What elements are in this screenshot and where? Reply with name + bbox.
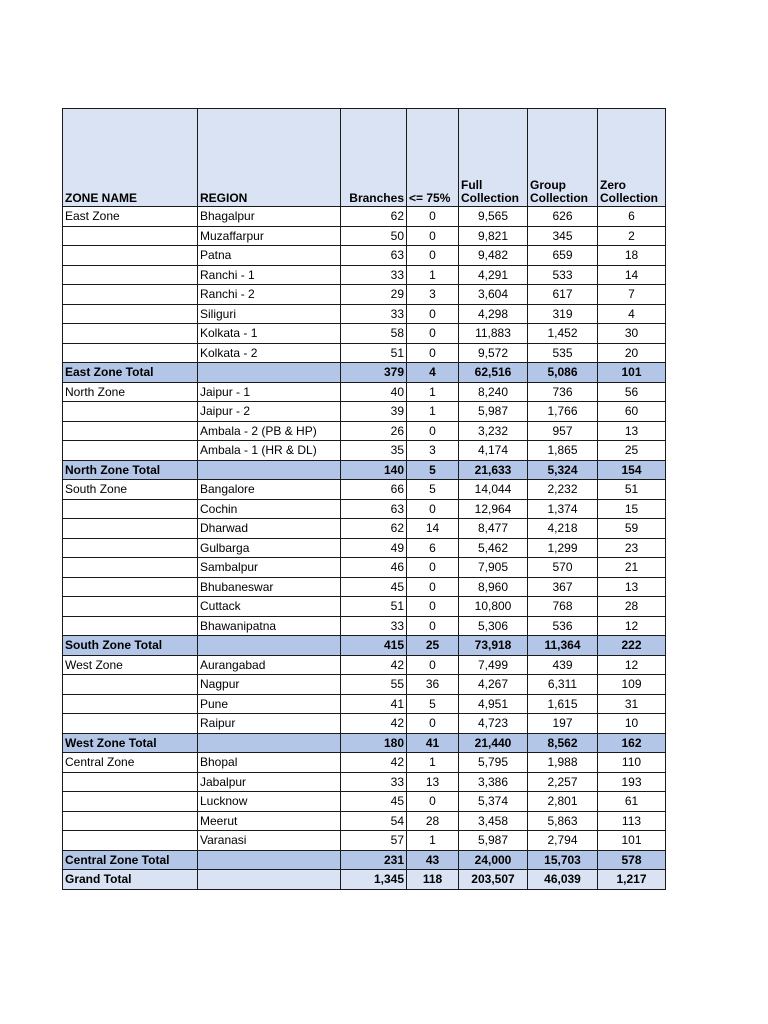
full-collection-cell: 73,918 <box>459 636 528 656</box>
zone-total-row <box>63 460 666 480</box>
zone-name-cell <box>63 421 198 441</box>
zero-collection-cell: 4 <box>598 304 666 324</box>
zero-collection-cell: 12 <box>598 655 666 675</box>
region-cell: Meerut <box>198 811 341 831</box>
branches-cell: 180 <box>341 733 407 753</box>
zone-name-cell <box>63 402 198 422</box>
le-75-percent-cell: 6 <box>407 538 459 558</box>
zero-collection-cell: 6 <box>598 207 666 227</box>
zone-collection-table <box>62 108 666 890</box>
branches-cell: 231 <box>341 850 407 870</box>
region-cell: Patna <box>198 246 341 266</box>
table-row <box>63 655 666 675</box>
full-collection-cell: 4,951 <box>459 694 528 714</box>
zero-collection-cell: 21 <box>598 558 666 578</box>
region-cell <box>198 870 341 890</box>
region-cell <box>198 850 341 870</box>
branches-cell: 33 <box>341 616 407 636</box>
zone-name-cell <box>63 519 198 539</box>
zone-name-cell <box>63 675 198 695</box>
table-row <box>63 558 666 578</box>
table-row <box>63 304 666 324</box>
zero-collection-cell: 20 <box>598 343 666 363</box>
branches-cell: 1,345 <box>341 870 407 890</box>
zone-name-cell <box>63 343 198 363</box>
le-75-percent-cell: 0 <box>407 714 459 734</box>
zone-name-cell <box>63 304 198 324</box>
branches-cell: 46 <box>341 558 407 578</box>
branches-cell: 58 <box>341 324 407 344</box>
group-collection-cell: 2,794 <box>528 831 598 851</box>
branches-cell: 379 <box>341 363 407 383</box>
header-zero-collection: Zero Collection <box>598 109 666 207</box>
branches-cell: 55 <box>341 675 407 695</box>
le-75-percent-cell: 0 <box>407 324 459 344</box>
table-body <box>63 207 666 890</box>
le-75-percent-cell: 0 <box>407 304 459 324</box>
full-collection-cell: 9,572 <box>459 343 528 363</box>
zone-name-cell <box>63 324 198 344</box>
branches-cell: 62 <box>341 519 407 539</box>
full-collection-cell: 5,795 <box>459 753 528 773</box>
branches-cell: 45 <box>341 577 407 597</box>
full-collection-cell: 4,723 <box>459 714 528 734</box>
zero-collection-cell: 113 <box>598 811 666 831</box>
full-collection-cell: 5,987 <box>459 402 528 422</box>
group-collection-cell: 4,218 <box>528 519 598 539</box>
zero-collection-cell: 56 <box>598 382 666 402</box>
table-row <box>63 324 666 344</box>
zone-name-cell: West Zone Total <box>63 733 198 753</box>
full-collection-cell: 5,374 <box>459 792 528 812</box>
group-collection-cell: 367 <box>528 577 598 597</box>
le-75-percent-cell: 1 <box>407 831 459 851</box>
zero-collection-cell: 222 <box>598 636 666 656</box>
branches-cell: 63 <box>341 499 407 519</box>
full-collection-cell: 4,298 <box>459 304 528 324</box>
full-collection-cell: 11,883 <box>459 324 528 344</box>
full-collection-cell: 4,267 <box>459 675 528 695</box>
group-collection-cell: 536 <box>528 616 598 636</box>
zone-name-cell <box>63 792 198 812</box>
table-row <box>63 246 666 266</box>
zone-name-cell <box>63 441 198 461</box>
table-row <box>63 480 666 500</box>
zero-collection-cell: 60 <box>598 402 666 422</box>
group-collection-cell: 5,863 <box>528 811 598 831</box>
branches-cell: 140 <box>341 460 407 480</box>
le-75-percent-cell: 14 <box>407 519 459 539</box>
table-row <box>63 519 666 539</box>
branches-cell: 62 <box>341 207 407 227</box>
zero-collection-cell: 30 <box>598 324 666 344</box>
branches-cell: 33 <box>341 772 407 792</box>
branches-cell: 26 <box>341 421 407 441</box>
le-75-percent-cell: 13 <box>407 772 459 792</box>
region-cell: Gulbarga <box>198 538 341 558</box>
header-le-75-percent: <= 75% <box>407 109 459 207</box>
zero-collection-cell: 193 <box>598 772 666 792</box>
zone-name-cell <box>63 246 198 266</box>
le-75-percent-cell: 118 <box>407 870 459 890</box>
le-75-percent-cell: 0 <box>407 343 459 363</box>
zero-collection-cell: 15 <box>598 499 666 519</box>
table-row <box>63 285 666 305</box>
group-collection-cell: 439 <box>528 655 598 675</box>
group-collection-cell: 617 <box>528 285 598 305</box>
zone-name-cell: South Zone Total <box>63 636 198 656</box>
branches-cell: 49 <box>341 538 407 558</box>
branches-cell: 29 <box>341 285 407 305</box>
le-75-percent-cell: 0 <box>407 577 459 597</box>
table-row <box>63 577 666 597</box>
full-collection-cell: 7,905 <box>459 558 528 578</box>
full-collection-cell: 12,964 <box>459 499 528 519</box>
table-row <box>63 343 666 363</box>
group-collection-cell: 319 <box>528 304 598 324</box>
branches-cell: 54 <box>341 811 407 831</box>
branches-cell: 41 <box>341 694 407 714</box>
zone-name-cell: Central Zone Total <box>63 850 198 870</box>
group-collection-cell: 2,801 <box>528 792 598 812</box>
le-75-percent-cell: 0 <box>407 499 459 519</box>
zone-name-cell: East Zone Total <box>63 363 198 383</box>
branches-cell: 57 <box>341 831 407 851</box>
header-row <box>63 109 666 207</box>
branches-cell: 42 <box>341 753 407 773</box>
le-75-percent-cell: 1 <box>407 382 459 402</box>
full-collection-cell: 3,232 <box>459 421 528 441</box>
full-collection-cell: 21,633 <box>459 460 528 480</box>
le-75-percent-cell: 0 <box>407 207 459 227</box>
region-cell: Lucknow <box>198 792 341 812</box>
group-collection-cell: 5,086 <box>528 363 598 383</box>
zone-name-cell <box>63 811 198 831</box>
zone-total-row <box>63 850 666 870</box>
le-75-percent-cell: 36 <box>407 675 459 695</box>
zone-name-cell <box>63 772 198 792</box>
full-collection-cell: 3,386 <box>459 772 528 792</box>
zone-name-cell <box>63 285 198 305</box>
group-collection-cell: 46,039 <box>528 870 598 890</box>
le-75-percent-cell: 0 <box>407 597 459 617</box>
full-collection-cell: 203,507 <box>459 870 528 890</box>
full-collection-cell: 62,516 <box>459 363 528 383</box>
full-collection-cell: 5,462 <box>459 538 528 558</box>
group-collection-cell: 736 <box>528 382 598 402</box>
region-cell: Bhubaneswar <box>198 577 341 597</box>
zone-name-cell: Central Zone <box>63 753 198 773</box>
zero-collection-cell: 28 <box>598 597 666 617</box>
zone-name-cell: East Zone <box>63 207 198 227</box>
region-cell: Cuttack <box>198 597 341 617</box>
region-cell: Bhopal <box>198 753 341 773</box>
table-row <box>63 811 666 831</box>
le-75-percent-cell: 1 <box>407 753 459 773</box>
group-collection-cell: 1,988 <box>528 753 598 773</box>
full-collection-cell: 24,000 <box>459 850 528 870</box>
zone-total-row <box>63 363 666 383</box>
le-75-percent-cell: 5 <box>407 460 459 480</box>
group-collection-cell: 6,311 <box>528 675 598 695</box>
zone-name-cell <box>63 499 198 519</box>
region-cell <box>198 733 341 753</box>
group-collection-cell: 1,452 <box>528 324 598 344</box>
group-collection-cell: 768 <box>528 597 598 617</box>
group-collection-cell: 15,703 <box>528 850 598 870</box>
header-full-collection: Full Collection <box>459 109 528 207</box>
branches-cell: 63 <box>341 246 407 266</box>
table-row <box>63 265 666 285</box>
branches-cell: 51 <box>341 343 407 363</box>
full-collection-cell: 9,821 <box>459 226 528 246</box>
table-row <box>63 714 666 734</box>
group-collection-cell: 1,615 <box>528 694 598 714</box>
region-cell: Nagpur <box>198 675 341 695</box>
zone-name-cell: South Zone <box>63 480 198 500</box>
branches-cell: 39 <box>341 402 407 422</box>
le-75-percent-cell: 0 <box>407 246 459 266</box>
region-cell: Cochin <box>198 499 341 519</box>
branches-cell: 42 <box>341 655 407 675</box>
zone-name-cell <box>63 714 198 734</box>
region-cell: Kolkata - 2 <box>198 343 341 363</box>
table-row <box>63 421 666 441</box>
branches-cell: 415 <box>341 636 407 656</box>
zero-collection-cell: 2 <box>598 226 666 246</box>
zero-collection-cell: 13 <box>598 577 666 597</box>
le-75-percent-cell: 3 <box>407 441 459 461</box>
region-cell <box>198 460 341 480</box>
region-cell: Ambala - 2 (PB & HP) <box>198 421 341 441</box>
zone-name-cell <box>63 538 198 558</box>
le-75-percent-cell: 1 <box>407 265 459 285</box>
group-collection-cell: 570 <box>528 558 598 578</box>
zero-collection-cell: 101 <box>598 831 666 851</box>
le-75-percent-cell: 0 <box>407 226 459 246</box>
table-row <box>63 226 666 246</box>
group-collection-cell: 2,232 <box>528 480 598 500</box>
table-row <box>63 441 666 461</box>
group-collection-cell: 1,865 <box>528 441 598 461</box>
zero-collection-cell: 1,217 <box>598 870 666 890</box>
region-cell: Dharwad <box>198 519 341 539</box>
full-collection-cell: 5,306 <box>459 616 528 636</box>
branches-cell: 33 <box>341 304 407 324</box>
region-cell: Bhagalpur <box>198 207 341 227</box>
group-collection-cell: 659 <box>528 246 598 266</box>
le-75-percent-cell: 25 <box>407 636 459 656</box>
full-collection-cell: 10,800 <box>459 597 528 617</box>
zero-collection-cell: 162 <box>598 733 666 753</box>
zone-name-cell <box>63 226 198 246</box>
region-cell: Sambalpur <box>198 558 341 578</box>
region-cell <box>198 636 341 656</box>
table-row <box>63 382 666 402</box>
group-collection-cell: 5,324 <box>528 460 598 480</box>
region-cell: Raipur <box>198 714 341 734</box>
le-75-percent-cell: 4 <box>407 363 459 383</box>
zone-name-cell <box>63 694 198 714</box>
le-75-percent-cell: 1 <box>407 402 459 422</box>
region-cell: Ranchi - 2 <box>198 285 341 305</box>
group-collection-cell: 2,257 <box>528 772 598 792</box>
region-cell: Ambala - 1 (HR & DL) <box>198 441 341 461</box>
le-75-percent-cell: 3 <box>407 285 459 305</box>
full-collection-cell: 5,987 <box>459 831 528 851</box>
zero-collection-cell: 14 <box>598 265 666 285</box>
header-region: REGION <box>198 109 341 207</box>
full-collection-cell: 4,174 <box>459 441 528 461</box>
le-75-percent-cell: 0 <box>407 558 459 578</box>
table-row <box>63 499 666 519</box>
zero-collection-cell: 110 <box>598 753 666 773</box>
full-collection-cell: 7,499 <box>459 655 528 675</box>
full-collection-cell: 8,960 <box>459 577 528 597</box>
full-collection-cell: 3,604 <box>459 285 528 305</box>
full-collection-cell: 14,044 <box>459 480 528 500</box>
zone-name-cell: North Zone Total <box>63 460 198 480</box>
zero-collection-cell: 109 <box>598 675 666 695</box>
region-cell: Muzaffarpur <box>198 226 341 246</box>
branches-cell: 51 <box>341 597 407 617</box>
zero-collection-cell: 31 <box>598 694 666 714</box>
zero-collection-cell: 7 <box>598 285 666 305</box>
table-row <box>63 207 666 227</box>
region-cell: Bhawanipatna <box>198 616 341 636</box>
group-collection-cell: 8,562 <box>528 733 598 753</box>
le-75-percent-cell: 43 <box>407 850 459 870</box>
table-row <box>63 753 666 773</box>
zone-total-row <box>63 733 666 753</box>
full-collection-cell: 3,458 <box>459 811 528 831</box>
zero-collection-cell: 51 <box>598 480 666 500</box>
header-group-collection: Group Collection <box>528 109 598 207</box>
zone-name-cell: North Zone <box>63 382 198 402</box>
zero-collection-cell: 59 <box>598 519 666 539</box>
le-75-percent-cell: 0 <box>407 792 459 812</box>
zone-name-cell <box>63 265 198 285</box>
branches-cell: 66 <box>341 480 407 500</box>
branches-cell: 33 <box>341 265 407 285</box>
branches-cell: 42 <box>341 714 407 734</box>
region-cell: Aurangabad <box>198 655 341 675</box>
group-collection-cell: 533 <box>528 265 598 285</box>
group-collection-cell: 1,766 <box>528 402 598 422</box>
group-collection-cell: 957 <box>528 421 598 441</box>
region-cell: Jabalpur <box>198 772 341 792</box>
group-collection-cell: 1,299 <box>528 538 598 558</box>
le-75-percent-cell: 0 <box>407 616 459 636</box>
full-collection-cell: 8,477 <box>459 519 528 539</box>
group-collection-cell: 626 <box>528 207 598 227</box>
full-collection-cell: 4,291 <box>459 265 528 285</box>
zero-collection-cell: 18 <box>598 246 666 266</box>
branches-cell: 45 <box>341 792 407 812</box>
region-cell: Kolkata - 1 <box>198 324 341 344</box>
region-cell: Siliguri <box>198 304 341 324</box>
le-75-percent-cell: 41 <box>407 733 459 753</box>
branches-cell: 50 <box>341 226 407 246</box>
table-row <box>63 597 666 617</box>
zone-name-cell: West Zone <box>63 655 198 675</box>
zone-name-cell <box>63 616 198 636</box>
table-row <box>63 538 666 558</box>
full-collection-cell: 21,440 <box>459 733 528 753</box>
le-75-percent-cell: 0 <box>407 655 459 675</box>
region-cell: Bangalore <box>198 480 341 500</box>
region-cell: Pune <box>198 694 341 714</box>
table-row <box>63 675 666 695</box>
zero-collection-cell: 23 <box>598 538 666 558</box>
group-collection-cell: 535 <box>528 343 598 363</box>
header-zone-name: ZONE NAME <box>63 109 198 207</box>
branches-cell: 35 <box>341 441 407 461</box>
region-cell: Ranchi - 1 <box>198 265 341 285</box>
le-75-percent-cell: 5 <box>407 694 459 714</box>
full-collection-cell: 9,565 <box>459 207 528 227</box>
region-cell <box>198 363 341 383</box>
zone-name-cell <box>63 577 198 597</box>
region-cell: Jaipur - 1 <box>198 382 341 402</box>
group-collection-cell: 197 <box>528 714 598 734</box>
full-collection-cell: 8,240 <box>459 382 528 402</box>
table-row <box>63 772 666 792</box>
zero-collection-cell: 10 <box>598 714 666 734</box>
zero-collection-cell: 154 <box>598 460 666 480</box>
le-75-percent-cell: 5 <box>407 480 459 500</box>
branches-cell: 40 <box>341 382 407 402</box>
zone-name-cell <box>63 558 198 578</box>
table-row <box>63 792 666 812</box>
full-collection-cell: 9,482 <box>459 246 528 266</box>
table-row <box>63 616 666 636</box>
le-75-percent-cell: 0 <box>407 421 459 441</box>
grand-total-row <box>63 870 666 890</box>
zero-collection-cell: 25 <box>598 441 666 461</box>
header-branches: Branches <box>341 109 407 207</box>
table-row <box>63 402 666 422</box>
group-collection-cell: 1,374 <box>528 499 598 519</box>
zone-name-cell: Grand Total <box>63 870 198 890</box>
table-row <box>63 831 666 851</box>
region-cell: Varanasi <box>198 831 341 851</box>
group-collection-cell: 11,364 <box>528 636 598 656</box>
zero-collection-cell: 12 <box>598 616 666 636</box>
le-75-percent-cell: 28 <box>407 811 459 831</box>
zone-name-cell <box>63 831 198 851</box>
zero-collection-cell: 61 <box>598 792 666 812</box>
zone-total-row <box>63 636 666 656</box>
zone-name-cell <box>63 597 198 617</box>
zero-collection-cell: 578 <box>598 850 666 870</box>
table-row <box>63 694 666 714</box>
zero-collection-cell: 13 <box>598 421 666 441</box>
region-cell: Jaipur - 2 <box>198 402 341 422</box>
group-collection-cell: 345 <box>528 226 598 246</box>
zero-collection-cell: 101 <box>598 363 666 383</box>
